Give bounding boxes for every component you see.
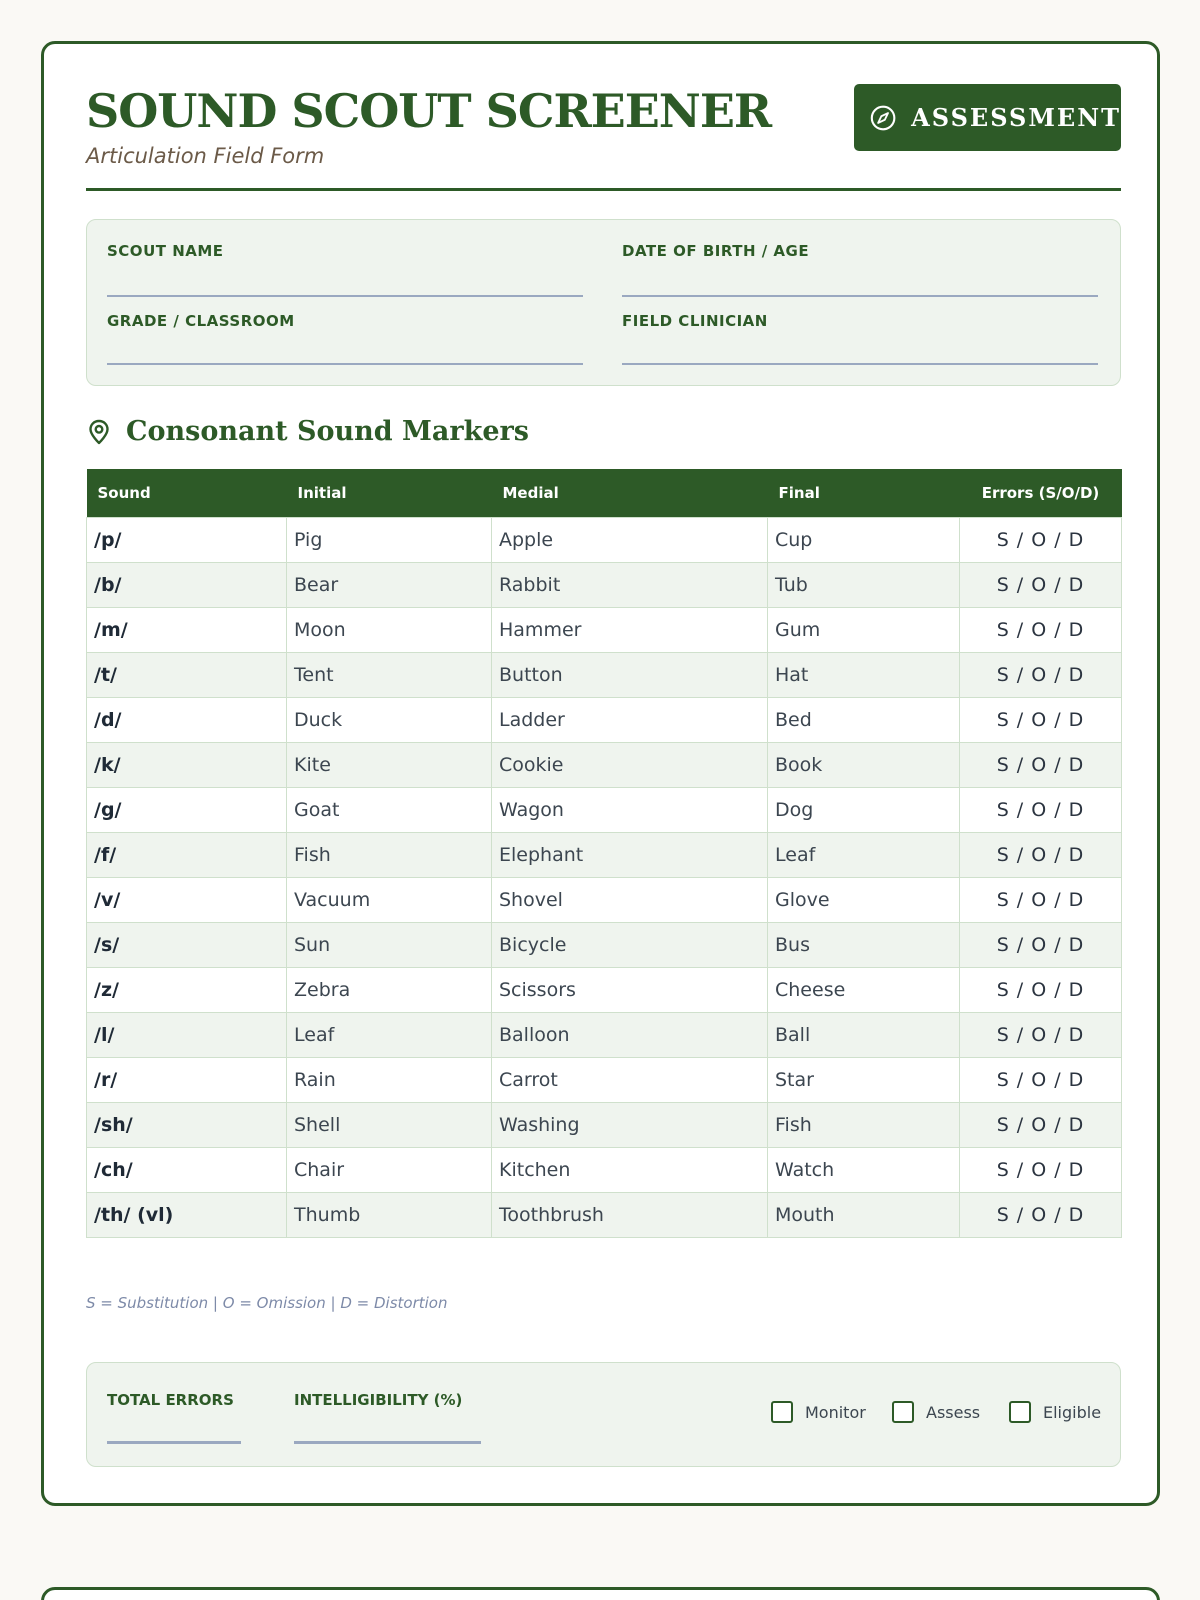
medial-cell: Apple (492, 517, 768, 562)
errors-cell[interactable]: S / O / D (960, 1102, 1122, 1147)
field-clinician-field[interactable] (622, 312, 1098, 367)
final-cell: Ball (768, 1012, 960, 1057)
initial-cell: Goat (287, 787, 492, 832)
sound-cell: /k/ (87, 742, 287, 787)
final-cell: Bed (768, 697, 960, 742)
assess-label: Assess (926, 1402, 981, 1422)
final-cell: Dog (768, 787, 960, 832)
medial-cell: Carrot (492, 1057, 768, 1102)
final-cell: Tub (768, 562, 960, 607)
final-cell: Cup (768, 517, 960, 562)
errors-cell[interactable]: S / O / D (960, 1147, 1122, 1192)
assess-box[interactable] (892, 1401, 914, 1423)
table-row (87, 1012, 1122, 1057)
monitor-box[interactable] (771, 1401, 793, 1423)
map-pin-icon (86, 419, 112, 445)
final-cell: Hat (768, 652, 960, 697)
final-cell: Book (768, 742, 960, 787)
total-errors-label: TOTAL ERRORS (107, 1391, 234, 1409)
sound-cell: /m/ (87, 607, 287, 652)
summary-panel (86, 1362, 1121, 1467)
errors-cell[interactable]: S / O / D (960, 742, 1122, 787)
sound-cell: /s/ (87, 922, 287, 967)
assess-checkbox[interactable] (892, 1401, 980, 1423)
errors-cell[interactable]: S / O / D (960, 967, 1122, 1012)
field-clinician-line[interactable] (622, 363, 1098, 365)
sound-cell: /z/ (87, 967, 287, 1012)
initial-cell: Duck (287, 697, 492, 742)
errors-cell[interactable]: S / O / D (960, 1192, 1122, 1237)
errors-cell[interactable]: S / O / D (960, 517, 1122, 562)
errors-cell[interactable]: S / O / D (960, 922, 1122, 967)
table-row (87, 562, 1122, 607)
final-cell: Cheese (768, 967, 960, 1012)
sound-cell: /th/ (vl) (87, 1192, 287, 1237)
page-title: SOUND SCOUT SCREENER (86, 84, 772, 138)
errors-cell[interactable]: S / O / D (960, 697, 1122, 742)
form-card (41, 41, 1160, 1506)
medial-cell: Balloon (492, 1012, 768, 1057)
header-divider (86, 188, 1121, 191)
sound-cell: /p/ (87, 517, 287, 562)
sound-markers-table (86, 469, 1122, 1238)
sound-cell: /t/ (87, 652, 287, 697)
initial-cell: Rain (287, 1057, 492, 1102)
medial-cell: Elephant (492, 832, 768, 877)
initial-cell: Zebra (287, 967, 492, 1012)
compass-icon (869, 99, 897, 137)
header-final: Final (768, 469, 960, 517)
initial-cell: Pig (287, 517, 492, 562)
section-title: Consonant Sound Markers (126, 416, 529, 447)
dob-age-line[interactable] (622, 295, 1098, 297)
table-row (87, 607, 1122, 652)
table-row (87, 1102, 1122, 1147)
medial-cell: Hammer (492, 607, 768, 652)
medial-cell: Kitchen (492, 1147, 768, 1192)
assessment-badge (854, 84, 1121, 151)
table-row (87, 517, 1122, 562)
medial-cell: Wagon (492, 787, 768, 832)
initial-cell: Chair (287, 1147, 492, 1192)
page-subtitle: Articulation Field Form (86, 144, 325, 168)
table-row (87, 877, 1122, 922)
table-row (87, 1192, 1122, 1237)
table-row (87, 832, 1122, 877)
errors-cell[interactable]: S / O / D (960, 652, 1122, 697)
sound-cell: /sh/ (87, 1102, 287, 1147)
medial-cell: Scissors (492, 967, 768, 1012)
medial-cell: Bicycle (492, 922, 768, 967)
grade-classroom-line[interactable] (107, 363, 583, 365)
sound-cell: /v/ (87, 877, 287, 922)
sound-cell: /ch/ (87, 1147, 287, 1192)
dob-age-label: DATE OF BIRTH / AGE (622, 242, 810, 260)
initial-cell: Leaf (287, 1012, 492, 1057)
scout-name-label: SCOUT NAME (107, 242, 224, 260)
table-row (87, 922, 1122, 967)
final-cell: Star (768, 1057, 960, 1102)
monitor-label: Monitor (805, 1402, 866, 1422)
sound-cell: /r/ (87, 1057, 287, 1102)
sound-cell: /g/ (87, 787, 287, 832)
next-page-card (41, 1587, 1160, 1600)
medial-cell: Washing (492, 1102, 768, 1147)
initial-cell: Kite (287, 742, 492, 787)
table-row (87, 787, 1122, 832)
medial-cell: Toothbrush (492, 1192, 768, 1237)
errors-cell[interactable]: S / O / D (960, 562, 1122, 607)
table-header-row (87, 469, 1122, 517)
grade-classroom-field[interactable] (107, 312, 583, 367)
medial-cell: Cookie (492, 742, 768, 787)
medial-cell: Button (492, 652, 768, 697)
final-cell: Bus (768, 922, 960, 967)
errors-cell[interactable]: S / O / D (960, 832, 1122, 877)
table-row (87, 1147, 1122, 1192)
eligible-label: Eligible (1043, 1402, 1102, 1422)
intelligibility-field[interactable] (294, 1441, 481, 1444)
final-cell: Mouth (768, 1192, 960, 1237)
initial-cell: Tent (287, 652, 492, 697)
monitor-checkbox[interactable] (771, 1401, 866, 1423)
error-legend: S = Substitution | O = Omission | D = Distortion (86, 1294, 448, 1312)
final-cell: Gum (768, 607, 960, 652)
scout-info-panel (86, 219, 1121, 386)
total-errors-field[interactable] (107, 1441, 241, 1444)
scout-name-line[interactable] (107, 295, 583, 297)
errors-cell[interactable]: S / O / D (960, 1012, 1122, 1057)
scout-name-field[interactable] (107, 242, 583, 297)
sound-cell: /f/ (87, 832, 287, 877)
section-heading (86, 416, 529, 447)
initial-cell: Bear (287, 562, 492, 607)
final-cell: Leaf (768, 832, 960, 877)
table-row (87, 742, 1122, 787)
initial-cell: Vacuum (287, 877, 492, 922)
badge-label: ASSESSMENT (911, 103, 1121, 132)
medial-cell: Shovel (492, 877, 768, 922)
medial-cell: Ladder (492, 697, 768, 742)
header-initial: Initial (287, 469, 492, 517)
errors-cell[interactable]: S / O / D (960, 787, 1122, 832)
initial-cell: Shell (287, 1102, 492, 1147)
initial-cell: Sun (287, 922, 492, 967)
sound-cell: /b/ (87, 562, 287, 607)
errors-cell[interactable]: S / O / D (960, 1057, 1122, 1102)
intelligibility-label: INTELLIGIBILITY (%) (294, 1391, 463, 1409)
errors-cell[interactable]: S / O / D (960, 877, 1122, 922)
final-cell: Watch (768, 1147, 960, 1192)
errors-cell[interactable]: S / O / D (960, 607, 1122, 652)
dob-age-field[interactable] (622, 242, 1098, 297)
header-errors: Errors (S/O/D) (960, 469, 1122, 517)
table-row (87, 1057, 1122, 1102)
field-clinician-label: FIELD CLINICIAN (622, 312, 768, 330)
final-cell: Glove (768, 877, 960, 922)
sound-cell: /d/ (87, 697, 287, 742)
initial-cell: Moon (287, 607, 492, 652)
header-sound: Sound (87, 469, 287, 517)
header-medial: Medial (492, 469, 768, 517)
eligible-box[interactable] (1009, 1401, 1031, 1423)
final-cell: Fish (768, 1102, 960, 1147)
table-row (87, 652, 1122, 697)
medial-cell: Rabbit (492, 562, 768, 607)
initial-cell: Fish (287, 832, 492, 877)
table-row (87, 697, 1122, 742)
initial-cell: Thumb (287, 1192, 492, 1237)
sound-cell: /l/ (87, 1012, 287, 1057)
table-row (87, 967, 1122, 1012)
eligible-checkbox[interactable] (1009, 1401, 1101, 1423)
grade-classroom-label: GRADE / CLASSROOM (107, 312, 295, 330)
